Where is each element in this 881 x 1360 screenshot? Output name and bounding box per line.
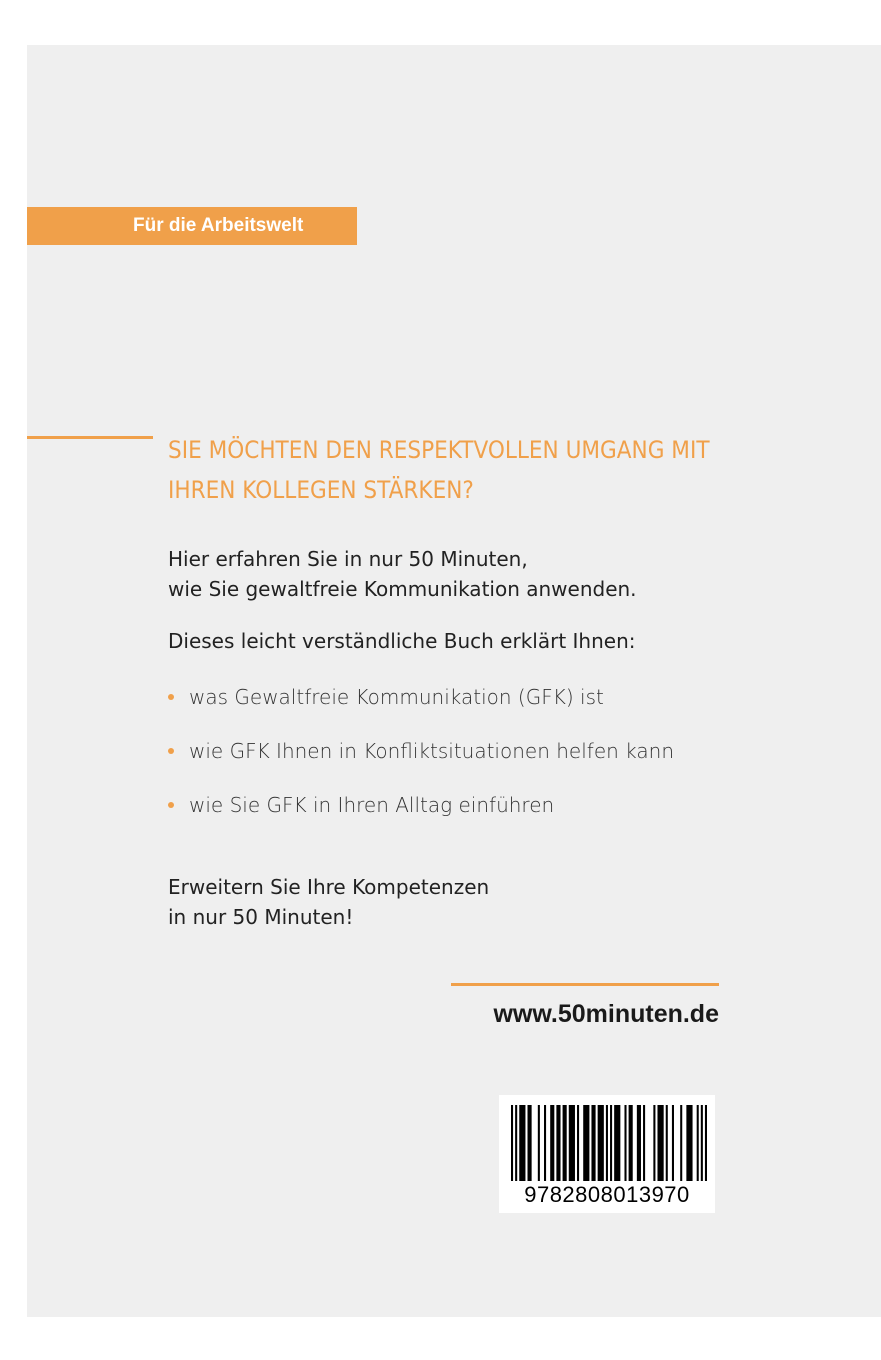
lead-text: [168, 626, 720, 656]
barcode-bar: [653, 1105, 655, 1181]
url-accent-rule: [451, 983, 719, 986]
list-item-text: wie GFK Ihnen in Konfliktsituationen helfen kann: [189, 739, 674, 763]
website-url: www.50minuten.de: [493, 1000, 719, 1028]
list-item-text: was Gewaltfreie Kommunikation (GFK) ist: [189, 685, 604, 709]
list-item: [168, 682, 720, 712]
isbn-barcode: [499, 1095, 715, 1213]
barcode-bar: [563, 1105, 567, 1181]
barcode-bars: [511, 1105, 707, 1181]
barcode-bar: [511, 1105, 513, 1181]
headline-accent-rule: [27, 436, 153, 439]
benefit-list: [168, 682, 720, 844]
bullet-dot-icon: [168, 694, 174, 700]
barcode-bar: [515, 1105, 517, 1181]
isbn-digits: 9782808013970: [524, 1182, 690, 1207]
barcode-bar: [672, 1105, 674, 1181]
barcode-bar: [701, 1105, 703, 1181]
barcode-bar: [629, 1105, 633, 1181]
lead-line: Dieses leicht verständliche Buch erklärt Ihnen:: [168, 629, 636, 653]
barcode-bar: [544, 1105, 546, 1181]
barcode-bar: [598, 1105, 604, 1181]
closing-line-2: in nur 50 Minuten!: [168, 905, 354, 929]
barcode-bar: [591, 1105, 595, 1181]
barcode-bar: [528, 1105, 532, 1181]
bullet-dot-icon: [168, 748, 174, 754]
barcode-bar: [657, 1105, 663, 1181]
closing-line-1: Erweitern Sie Ihre Kompetenzen: [168, 875, 490, 899]
barcode-bar: [538, 1105, 540, 1181]
barcode-bar: [637, 1105, 641, 1181]
barcode-bar: [624, 1105, 626, 1181]
barcode-bar: [610, 1105, 612, 1181]
barcode-bar: [556, 1105, 560, 1181]
intro-line-1: Hier erfahren Sie in nur 50 Minuten,: [168, 547, 528, 571]
barcode-bar: [666, 1105, 668, 1181]
intro-line-2: wie Sie gewaltfreie Kommunikation anwenden.: [168, 577, 637, 601]
headline: [168, 430, 710, 510]
headline-line-1: SIE MÖCHTEN DEN RESPEKTVOLLEN UMGANG MIT: [168, 436, 710, 464]
barcode-bar: [550, 1105, 554, 1181]
list-item-text: wie Sie GFK in Ihren Alltag einführen: [189, 793, 555, 817]
barcode-bar: [583, 1105, 589, 1181]
list-item: [168, 790, 720, 820]
barcode-bar: [697, 1105, 699, 1181]
barcode-bar: [680, 1105, 682, 1181]
list-item: [168, 736, 720, 766]
headline-line-2: IHREN KOLLEGEN STÄRKEN?: [168, 476, 474, 504]
category-label: Für die Arbeitswelt: [27, 207, 357, 245]
barcode-bar: [519, 1105, 525, 1181]
barcode-bar: [606, 1105, 608, 1181]
intro-text: [168, 544, 720, 604]
barcode-bar: [705, 1105, 707, 1181]
barcode-bar: [569, 1105, 575, 1181]
closing-text: [168, 872, 720, 932]
barcode-bar: [686, 1105, 692, 1181]
barcode-bar: [577, 1105, 579, 1181]
barcode-bar: [614, 1105, 620, 1181]
barcode-bar: [643, 1105, 645, 1181]
bullet-dot-icon: [168, 802, 174, 808]
